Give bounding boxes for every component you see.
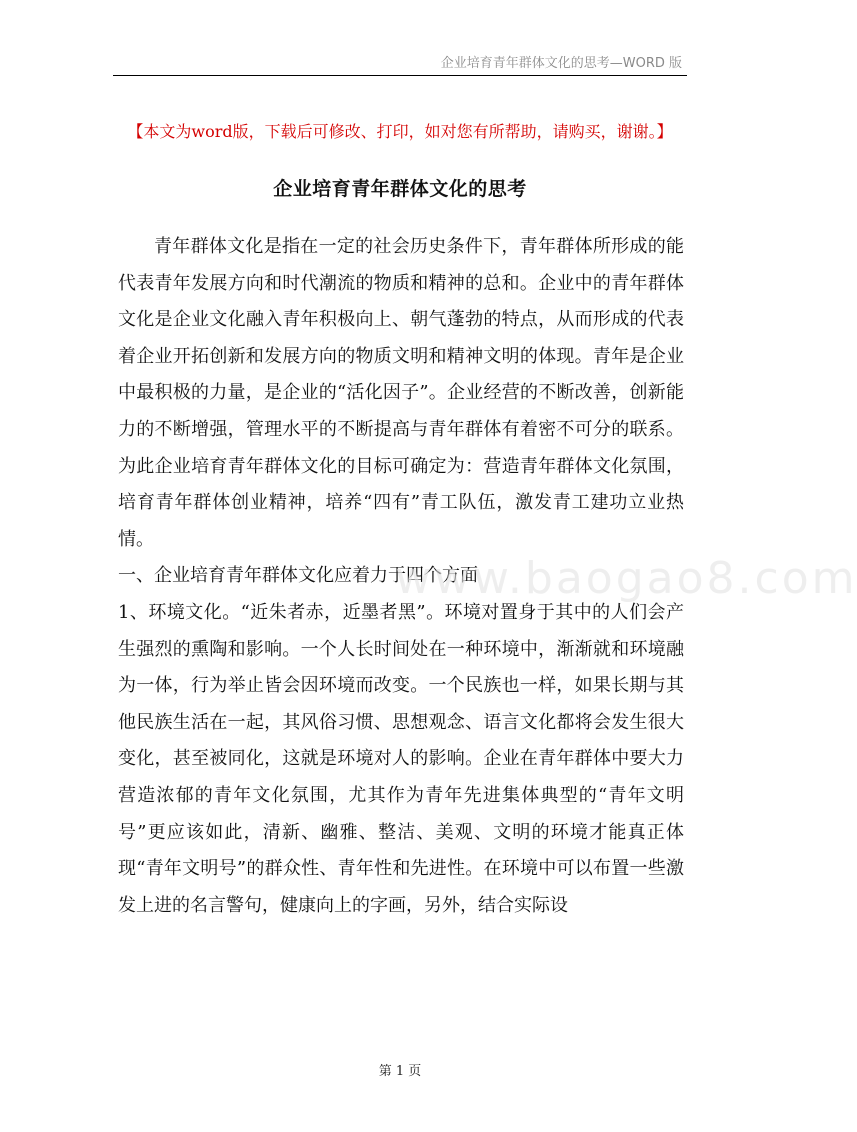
document-body bbox=[118, 229, 684, 924]
page-header-title: 企业培育青年群体文化的思考—WORD 版 bbox=[440, 56, 682, 71]
page-number: 第 1 页 bbox=[378, 1064, 422, 1079]
section-heading: 一、企业培育青年群体文化应着力于四个方面 bbox=[118, 565, 478, 587]
watermark: www.baogao8.com bbox=[395, 553, 857, 604]
paragraph-environment-culture: 1、环境文化。“近朱者赤，近墨者黑”。环境对置身于其中的人们会产生强烈的熏陶和影响。一个人长时间处在一种环境中，渐渐就和环境融为一体，行为举止皆会因环境而改变。一个民族也一样，如果长期与其他民族生活在一起，其风俗习惯、思想观念、语言文化都将会发生很大变化，甚至被同化，这就是环境对人的影响。企业在青年群体中要大力营造浓郁的青年文化氛围，尤其作为青年先进集体典型的“青年文明号”更应该如此，清新、幽雅、整洁、美观、文明的环境才能真正体现“青年文明号”的群众性、青年性和先进性。在环境中可以布置一些激发上进的名言警句，健康向上的字画，另外，结合实际设 bbox=[118, 601, 684, 916]
document-title: 企业培育青年群体文化的思考 bbox=[273, 178, 527, 200]
paragraph-intro: 青年群体文化是指在一定的社会历史条件下，青年群体所形成的能代表青年发展方向和时代潮流的物质和精神的总和。企业中的青年群体文化是企业文化融入青年积极向上、朝气蓬勃的特点，从而形成的代表着企业开拓创新和发展方向的物质文明和精神文明的体现。青年是企业中最积极的力量，是企业的“活化因子”。企业经营的不断改善，创新能力的不断增强，管理水平的不断提高与青年群体有着密不可分的联系。为此企业培育青年群体文化的目标可确定为：营造青年群体文化氛围，培育青年群体创业精神，培养“四有”青工队伍，激发青工建功立业热情。 bbox=[118, 236, 684, 550]
download-notice: 【本文为word版，下载后可修改、打印，如对您有所帮助，请购买，谢谢。】 bbox=[127, 122, 673, 141]
header-divider bbox=[113, 75, 687, 76]
